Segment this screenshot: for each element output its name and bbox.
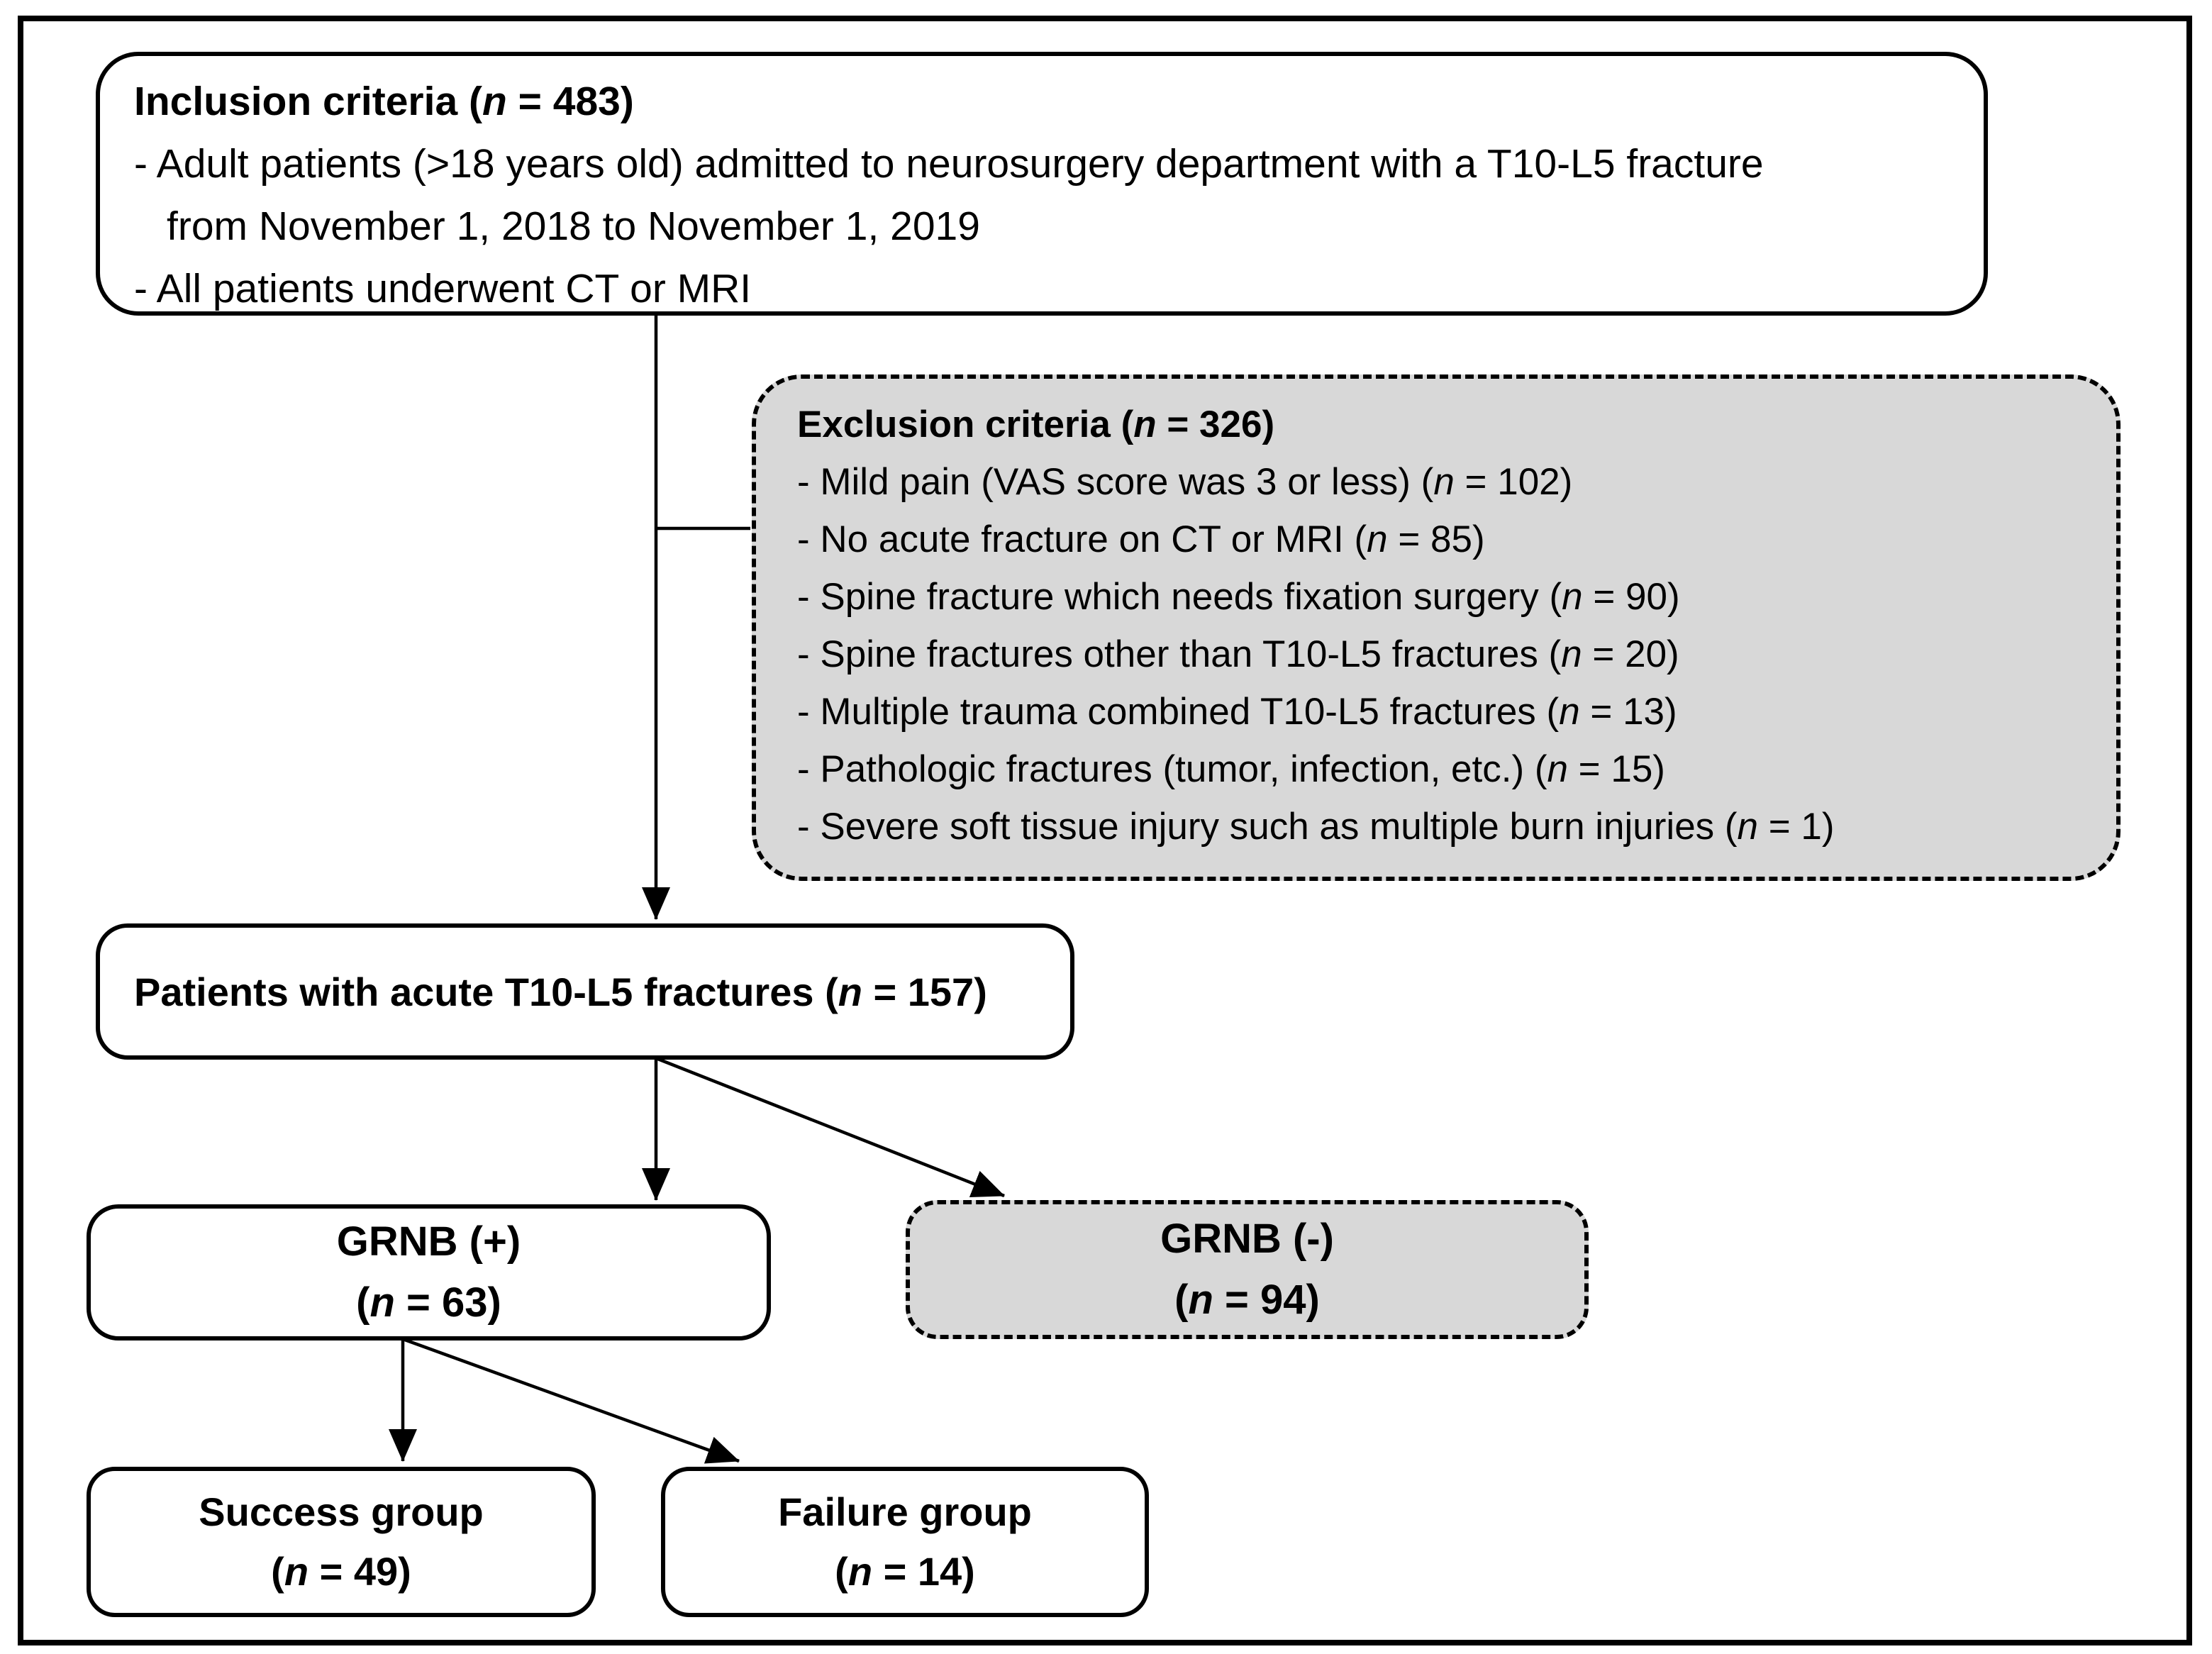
success-group-label: Success group [199,1489,484,1534]
exclusion-line: - Pathologic fractures (tumor, infection, etc.) (n = 15) [797,748,1665,790]
exclusion-line: - Mild pain (VAS score was 3 or less) (n = 102) [797,461,1573,503]
inclusion-criteria-box [96,52,1988,316]
exclusion-title: Exclusion criteria (n = 326) [797,404,1275,445]
grnb-negative-box [906,1200,1589,1339]
grnb-positive-count: (n = 63) [356,1280,501,1326]
success-group-box [87,1467,596,1617]
success-group-count: (n = 49) [271,1549,411,1594]
grnb-positive-label: GRNB (+) [336,1219,521,1265]
inclusion-line: - All patients underwent CT or MRI [134,266,752,311]
exclusion-line: - Spine fracture which needs fixation surgery (n = 90) [797,576,1680,618]
inclusion-title: Inclusion criteria (n = 483) [134,79,634,124]
exclusion-line: - Spine fractures other than T10-L5 fractures (n = 20) [797,633,1679,675]
exclusion-criteria-box [752,374,2121,881]
inclusion-line: from November 1, 2018 to November 1, 2019 [167,204,980,249]
acute-fractures-box [96,923,1074,1060]
failure-group-box [661,1467,1149,1617]
acute-fractures-label: Patients with acute T10-L5 fractures (n = 157) [134,969,987,1014]
grnb-positive-box [87,1204,771,1341]
exclusion-line: - Multiple trauma combined T10-L5 fractures (n = 13) [797,691,1677,733]
exclusion-line: - No acute fracture on CT or MRI (n = 85) [797,518,1485,560]
failure-group-label: Failure group [778,1489,1032,1534]
grnb-negative-label: GRNB (-) [1160,1216,1334,1262]
grnb-negative-count: (n = 94) [1174,1277,1320,1323]
inclusion-line: - Adult patients (>18 years old) admitted to neurosurgery department with a T10-L5 fracture [134,141,1764,187]
exclusion-line: - Severe soft tissue injury such as multiple burn injuries (n = 1) [797,806,1835,848]
failure-group-count: (n = 14) [835,1549,975,1594]
